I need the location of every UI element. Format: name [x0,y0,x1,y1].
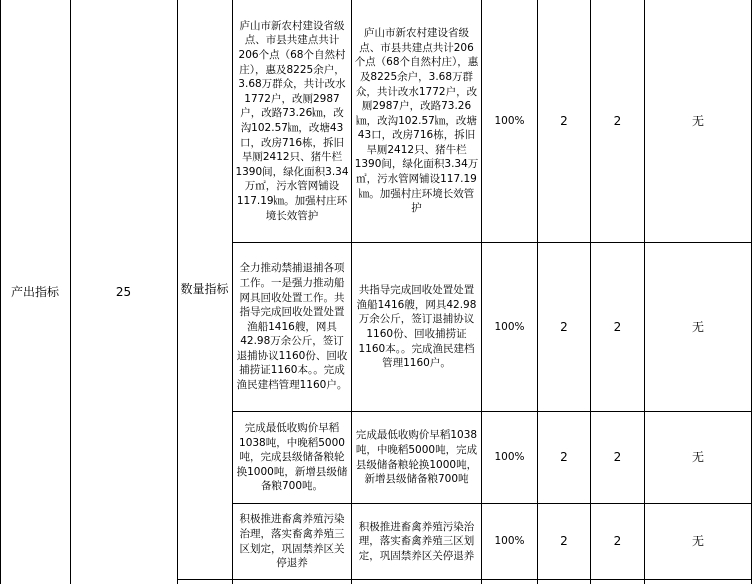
category-label: 产出指标 [10,284,59,299]
table-row-actual [352,412,481,503]
score-full-cell [538,412,590,503]
table-row-goal [233,412,351,503]
actual-text: 庐山市新农村建设省级点、市县共建点共计206个点（68个自然村庄），惠及8225余户，3.68万群众，共计改水1772户，改厕2987户，改路73.26㎞，改沟102.57㎞，改塘43口，改房716栋，拆旧旱厕2412只、猪牛栏1390间，绿化面积3.34万㎡，污水管网铺设117.19㎞。加强村庄环境长效管护 [354,27,479,215]
score-full: 2 [560,534,568,549]
score-full-cell [538,243,590,411]
score-got: 2 [613,534,622,549]
table-row-goal [233,0,351,242]
score-full-cell [538,504,590,579]
note-text: 无 [691,534,704,549]
goal-text: 积极推进畜禽养殖污染治理，落实畜禽养殖三区划定，巩固禁养区关停退养 [239,513,345,570]
note-cell [645,243,751,411]
rate-cell [482,412,537,503]
score-got: 2 [613,450,622,465]
score-got-cell [591,412,644,503]
weight-cell [70,0,177,584]
score-full-cell [538,0,590,242]
completion-rate: 100% [494,535,525,548]
table-row-goal [233,504,351,579]
note-cell [645,0,751,242]
rate-cell [482,0,537,242]
category-cell [0,0,70,584]
score-full: 2 [560,319,568,334]
score-got: 2 [613,113,622,128]
subcategory-label: 数量指标 [180,282,229,297]
score-full: 2 [560,113,568,128]
score-full: 2 [560,450,568,465]
table-border-right [751,0,752,584]
completion-rate: 100% [494,114,525,127]
score-got-cell [591,243,644,411]
row-divider [177,579,752,580]
subcategory-cell [177,0,232,579]
table-row-actual [352,504,481,579]
weight-value: 25 [115,284,132,299]
score-got-cell [591,504,644,579]
goal-text: 全力推动禁捕退捕各项工作。一是强力推动船网具回收处置工作。共指导完成回收处置处置渔船1416艘，网具42.98万余公斤，签订退捕协议1160份、回收捕捞证1160本。。完成渔民建档管理1160户。 [236,262,348,392]
table-row-actual [352,0,481,242]
actual-text: 完成最低收购价早稻1038吨，中晚稻5000吨，完成县级储备粮轮换1000吨，新增县级储备粮700吨 [355,429,478,486]
rate-cell [482,504,537,579]
actual-text: 积极推进畜禽养殖污染治理，落实畜禽养殖三区划定，巩固禁养区关停退养 [358,520,475,562]
score-got-cell [591,0,644,242]
note-text: 无 [691,450,704,465]
note-text: 无 [691,113,704,128]
goal-text: 完成最低收购价早稻1038吨，中晚稻5000吨，完成县级储备粮轮换1000吨，新增县级储备粮700吨。 [236,422,348,493]
note-text: 无 [691,319,704,334]
completion-rate: 100% [494,451,525,464]
goal-text: 庐山市新农村建设省级点、市县共建点共计206个点（68个自然村庄），惠及8225余户，3.68万群众，共计改水1772户，改厕2987户，改路73.26㎞，改沟102.57㎞，改塘43口，改房716栋，拆旧旱厕2412只、猪牛栏1390间，绿化面积3.34万㎡，污水管网铺设117.19㎞。加强村庄环境长效管护 [235,19,349,222]
table-row-actual [352,243,481,411]
note-cell [645,504,751,579]
actual-text: 共指导完成回收处置处置渔船1416艘，网具42.98万余公斤，签订退捕协议1160份、回收捕捞证1160本。。完成渔民建档管理1160户。 [356,284,477,370]
rate-cell [482,243,537,411]
note-cell [645,412,751,503]
table-row-goal [233,243,351,411]
score-got: 2 [613,319,622,334]
completion-rate: 100% [494,320,525,333]
